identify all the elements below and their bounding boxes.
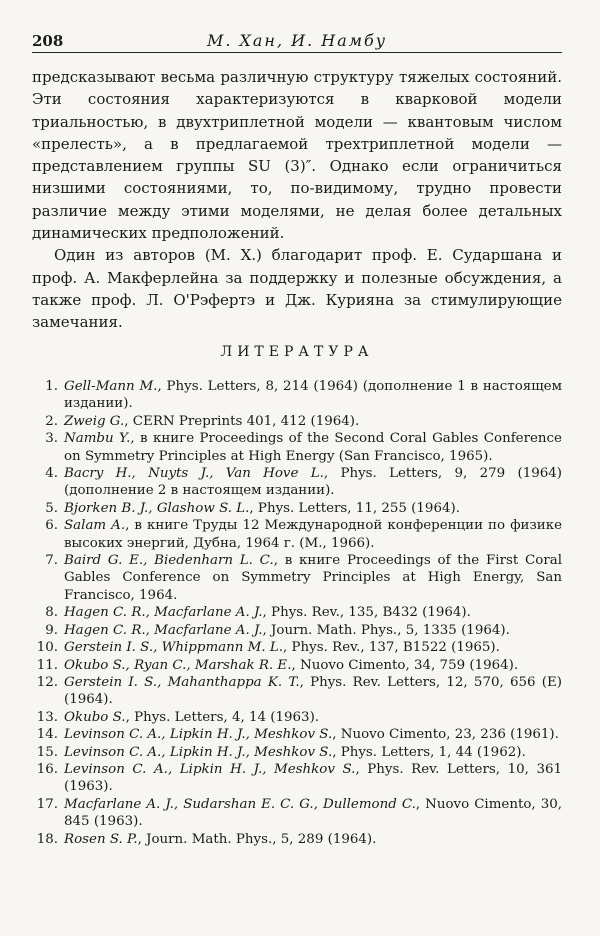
reference-item: [32, 604, 562, 621]
reference-item: [32, 674, 562, 709]
reference-number: 13.: [36, 709, 58, 725]
reference-authors: Levinson C. A., Lipkin H. J., Meshkov S.: [64, 761, 356, 777]
reference-authors: Gell-Mann M.: [64, 379, 158, 394]
reference-item: [32, 622, 562, 639]
reference-text: , Phys. Letters, 11, 255 (1964).: [249, 500, 460, 516]
reference-authors: Gerstein I. S., Mahanthappa K. T.: [64, 674, 300, 690]
reference-text: , в книге Труды 12 Международной конференции по физике высоких энергий, Дубна, 1964 г. (М., 1966).: [64, 518, 562, 551]
reference-item: [32, 413, 562, 430]
reference-item: [32, 378, 562, 413]
reference-item: [32, 796, 562, 831]
reference-authors: Gerstein I. S., Whippmann M. L.: [64, 640, 284, 656]
reference-number: 1.: [45, 379, 58, 394]
reference-text: , Phys. Letters, 1, 44 (1962).: [332, 744, 526, 760]
reference-text: , Phys. Rev., 137, B1522 (1965).: [283, 640, 500, 656]
reference-text: , Nuovo Cimento, 23, 236 (1961).: [332, 727, 559, 743]
reference-item: [32, 831, 562, 848]
reference-number: 7.: [45, 553, 58, 569]
body-text: [32, 66, 562, 334]
reference-authors: Baird G. E., Biedenharn L. C.: [64, 553, 274, 569]
reference-authors: Zweig G.: [64, 413, 125, 429]
reference-number: 11.: [36, 657, 58, 673]
running-title: М. Хан, И. Намбу: [206, 31, 388, 50]
reference-number: 9.: [45, 622, 58, 638]
reference-text: , Journ. Math. Phys., 5, 289 (1964).: [137, 831, 377, 847]
reference-authors: Macfarlane A. J., Sudarshan E. C. G., Dullemond C.: [64, 796, 416, 812]
reference-text: , Phys. Letters, 8, 214 (1964) (дополнение 1 в настоящем издании).: [64, 379, 562, 412]
reference-item: [32, 552, 562, 604]
reference-text: , Nuovo Cimento, 34, 759 (1964).: [291, 657, 519, 673]
reference-item: [32, 465, 562, 500]
reference-authors: Rosen S. P.: [64, 831, 138, 847]
reference-item: [32, 517, 562, 552]
page-number: 208: [32, 32, 64, 50]
reference-text: , Phys. Letters, 4, 14 (1963).: [125, 709, 320, 725]
reference-item: [32, 744, 562, 761]
reference-number: 8.: [45, 605, 58, 621]
reference-item: [32, 709, 562, 726]
reference-item: [32, 726, 562, 743]
paragraph-continuation: предсказывают весьма различную структуру тяжелых состояний. Эти состояния характеризуются в кварковой модели триальностью, в двухтриплетной модели — квантовым числом «прелесть», а в предлагаемой трехтриплетной модели — представлением группы SU (3)″. Однако если ограничиться низшими состояниями, то, по-видимому, трудно провести различие между этими моделями, не делая более детальных динамических предположений.: [32, 68, 562, 243]
reference-number: 17.: [36, 796, 58, 812]
page-header: [32, 30, 562, 53]
reference-text: , в книге Proceedings of the Second Coral Gables Conference on Symmetry Principles at High Energy (San Francisco, 1965).: [64, 431, 562, 464]
reference-number: 10.: [36, 640, 58, 656]
reference-number: 5.: [45, 500, 58, 516]
reference-number: 15.: [36, 744, 58, 760]
reference-authors: Okubo S.: [64, 709, 126, 725]
reference-text: , Nuovo Cimento, 30, 845 (1963).: [64, 796, 562, 830]
reference-authors: Hagen C. R., Macfarlane A. J.: [64, 605, 263, 621]
reference-authors: Nambu Y.: [64, 431, 131, 447]
reference-number: 6.: [45, 518, 58, 534]
reference-number: 14.: [36, 727, 58, 743]
reference-text: , Phys. Rev. Letters, 12, 570, 656 (E) (1964).: [64, 674, 562, 708]
references-title: ЛИТЕРАТУРА: [220, 344, 374, 360]
reference-authors: Salam A.: [64, 518, 126, 534]
reference-number: 12.: [36, 674, 58, 690]
reference-authors: Hagen C. R., Macfarlane A. J.: [64, 622, 263, 638]
reference-number: 3.: [45, 431, 58, 447]
reference-item: [32, 657, 562, 674]
reference-authors: Bjorken B. J., Glashow S. L.: [64, 500, 250, 516]
reference-authors: Okubo S., Ryan C., Marshak R. E.: [64, 657, 292, 673]
reference-number: 4.: [45, 466, 58, 482]
reference-text: , CERN Preprints 401, 412 (1964).: [124, 413, 360, 429]
reference-number: 18.: [36, 831, 58, 847]
reference-list: [32, 378, 562, 848]
reference-text: , Phys. Rev. Letters, 10, 361 (1963).: [64, 761, 563, 795]
reference-text: , Phys. Rev., 135, B432 (1964).: [262, 605, 471, 621]
reference-item: [32, 430, 562, 465]
reference-item: [32, 639, 562, 656]
paragraph-acknowledgements: Один из авторов (М. Х.) благодарит проф. Е. Сударшана и проф. А. Макферлейна за поддержку и полезные обсуждения, а также проф. Л. О'Рэфертэ и Дж. Курияна за стимулирующие замечания.: [32, 246, 562, 332]
reference-authors: Bacry H., Nuyts J., Van Hove L.: [64, 466, 324, 482]
reference-authors: Levinson C. A., Lipkin H. J., Meshkov S.: [64, 744, 333, 760]
reference-authors: Levinson C. A., Lipkin H. J., Meshkov S.: [64, 727, 333, 743]
reference-item: [32, 761, 562, 796]
reference-number: 2.: [45, 413, 58, 429]
reference-text: , Phys. Letters, 9, 279 (1964) (дополнение 2 в настоящем издании).: [64, 466, 562, 499]
reference-item: [32, 500, 562, 517]
reference-number: 16.: [36, 761, 58, 777]
reference-text: , в книге Proceedings of the First Coral Gables Conference on Symmetry Principles at High Energy, San Francisco, 1964.: [64, 553, 562, 603]
reference-text: , Journ. Math. Phys., 5, 1335 (1964).: [262, 622, 510, 638]
